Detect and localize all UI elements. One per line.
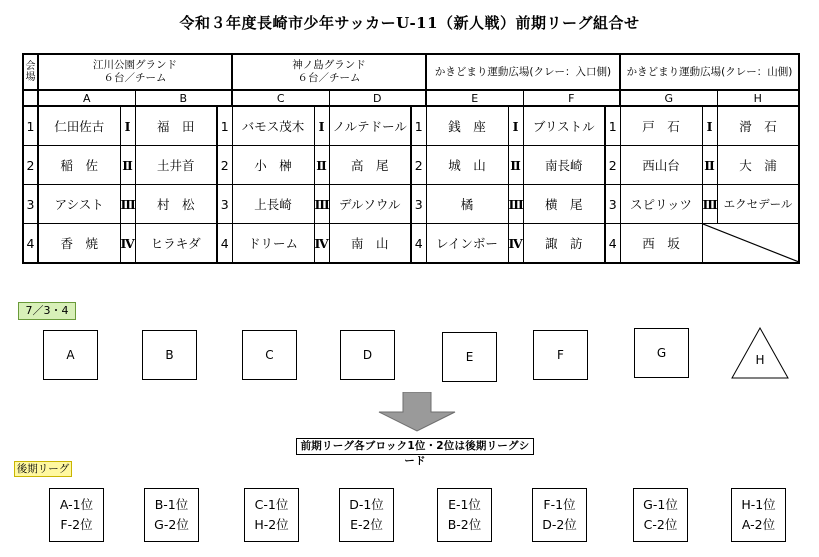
team-cell: アシスト (38, 185, 120, 224)
seed-box: G-1位 C-2位 (633, 488, 688, 542)
block-header-g: G (620, 90, 717, 106)
team-cell: 銭 座 (426, 106, 508, 146)
team-cell: 土井首 (135, 146, 217, 185)
row-number: 3 (23, 185, 38, 224)
team-cell: 諏 訪 (523, 224, 605, 264)
group-box-a: A (43, 330, 98, 380)
table-row (23, 185, 799, 224)
row-number: 2 (217, 146, 232, 185)
row-number: 3 (411, 185, 426, 224)
row-number: 2 (23, 146, 38, 185)
team-cell: 城 山 (426, 146, 508, 185)
seed-box: H-1位 A-2位 (731, 488, 786, 542)
team-cell: 西 坂 (620, 224, 702, 264)
team-cell: 滑 石 (717, 106, 799, 146)
row-roman: Ⅲ (508, 185, 523, 224)
block-header-d: D (329, 90, 426, 106)
team-cell: 小 榊 (232, 146, 314, 185)
row-number: 2 (411, 146, 426, 185)
row-number: 4 (23, 224, 38, 264)
date-badge: 7／3・4 (18, 302, 76, 320)
team-cell: ノルテドール (329, 106, 411, 146)
team-cell: 稲 佐 (38, 146, 120, 185)
venue-kakidomari-entrance: かきどまり運動広場(クレー：入口側) (426, 54, 620, 90)
row-number: 1 (217, 106, 232, 146)
team-cell: エクセデール (717, 185, 799, 224)
row-number: 3 (217, 185, 232, 224)
venue-header-label: 会場 (23, 54, 38, 90)
group-label-h: H (755, 353, 765, 367)
team-cell: 仁田佐古 (38, 106, 120, 146)
block-header-f: F (523, 90, 620, 106)
group-box-e: E (442, 332, 497, 382)
row-roman: Ⅱ (314, 146, 329, 185)
row-number: 2 (605, 146, 620, 185)
team-cell: ヒラキダ (135, 224, 217, 264)
row-roman: Ⅱ (702, 146, 717, 185)
team-cell: 南長崎 (523, 146, 605, 185)
block-header-c: C (232, 90, 329, 106)
team-cell: レインボー (426, 224, 508, 264)
team-cell: 福 田 (135, 106, 217, 146)
table-row (23, 146, 799, 185)
row-number: 1 (411, 106, 426, 146)
block-header-e: E (426, 90, 523, 106)
empty-slot-diagonal (702, 224, 799, 264)
league-table (22, 53, 800, 264)
row-roman: Ⅲ (702, 185, 717, 224)
row-number: 4 (605, 224, 620, 264)
seed-box: E-1位 B-2位 (437, 488, 492, 542)
seed-box: B-1位 G-2位 (144, 488, 199, 542)
row-roman: Ⅰ (120, 106, 135, 146)
team-cell: 南 山 (329, 224, 411, 264)
team-cell: 大 浦 (717, 146, 799, 185)
venue-egawa: 江川公園グランド ６台／チーム (38, 54, 232, 90)
team-cell: デルソウル (329, 185, 411, 224)
group-box-f: F (533, 330, 588, 380)
team-cell: 戸 石 (620, 106, 702, 146)
page-title: 令和３年度長崎市少年サッカーU-11（新人戦）前期リーグ組合せ (179, 14, 640, 32)
row-roman: Ⅲ (314, 185, 329, 224)
row-roman: Ⅳ (508, 224, 523, 264)
seed-box: C-1位 H-2位 (244, 488, 299, 542)
group-box-c: C (242, 330, 297, 380)
block-corner (23, 90, 38, 106)
block-header-a: A (38, 90, 135, 106)
table-row (23, 224, 799, 264)
team-cell: 西山台 (620, 146, 702, 185)
row-roman: Ⅲ (120, 185, 135, 224)
venue-kakidomari-mountain: かきどまり運動広場(クレー：山側) (620, 54, 799, 90)
venue-kaminoshima: 神ノ島グランド ６台／チーム (232, 54, 426, 90)
row-number: 3 (605, 185, 620, 224)
row-number: 1 (605, 106, 620, 146)
row-roman: Ⅳ (314, 224, 329, 264)
row-roman: Ⅰ (314, 106, 329, 146)
group-box-b: B (142, 330, 197, 380)
block-header-b: B (135, 90, 232, 106)
row-roman: Ⅱ (120, 146, 135, 185)
seed-box: A-1位 F-2位 (49, 488, 104, 542)
group-box-d: D (340, 330, 395, 380)
team-cell: 上長崎 (232, 185, 314, 224)
team-cell: 村 松 (135, 185, 217, 224)
group-box-g: G (634, 328, 689, 378)
block-header-h: H (717, 90, 799, 106)
row-roman: Ⅰ (702, 106, 717, 146)
row-roman: Ⅰ (508, 106, 523, 146)
row-roman: Ⅳ (120, 224, 135, 264)
team-cell: 横 尾 (523, 185, 605, 224)
seed-box: F-1位 D-2位 (532, 488, 587, 542)
team-cell: ドリーム (232, 224, 314, 264)
seed-box: D-1位 E-2位 (339, 488, 394, 542)
row-number: 1 (23, 106, 38, 146)
down-arrow-icon (377, 392, 457, 432)
seed-note: 前期リーグ各ブロック1位・2位は後期リーグシード (296, 438, 534, 455)
team-cell: ブリストル (523, 106, 605, 146)
team-cell: 高 尾 (329, 146, 411, 185)
row-roman: Ⅱ (508, 146, 523, 185)
late-league-badge: 後期リーグ (14, 461, 72, 477)
team-cell: スピリッツ (620, 185, 702, 224)
team-cell: 橘 (426, 185, 508, 224)
team-cell: 香 焼 (38, 224, 120, 264)
team-cell: バモス茂木 (232, 106, 314, 146)
row-number: 4 (411, 224, 426, 264)
row-number: 4 (217, 224, 232, 264)
table-row (23, 106, 799, 146)
